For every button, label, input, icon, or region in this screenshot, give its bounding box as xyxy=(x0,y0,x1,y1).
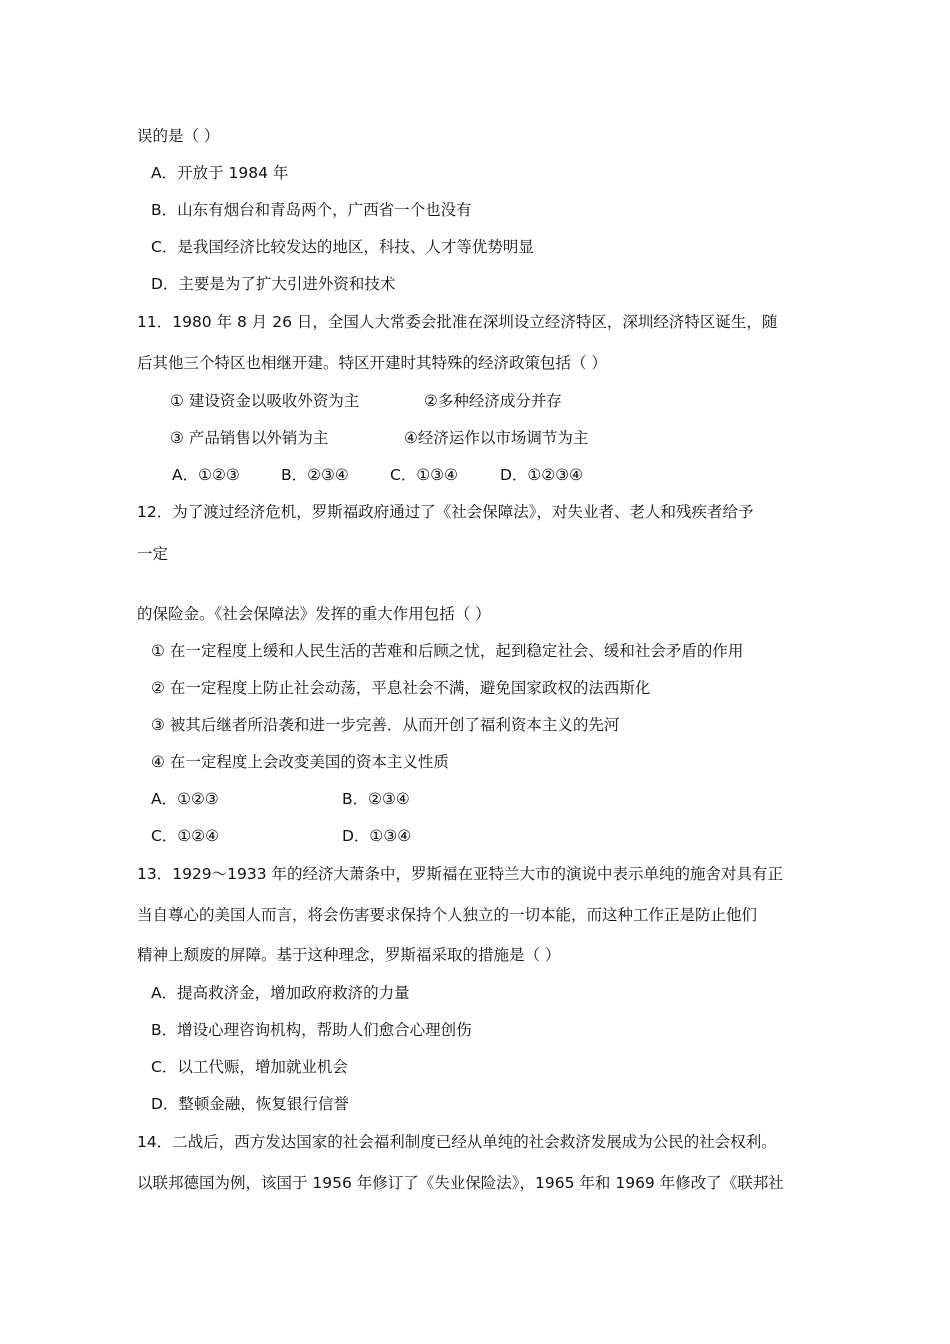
q12-item-4: ④ 在一定程度上会改变美国的资本主义性质 xyxy=(151,753,449,771)
q13-option-d: D．整顿金融，恢复银行信誉 xyxy=(151,1095,349,1113)
q14-stem-line2: 以联邦德国为例，该国于 1956 年修订了《失业保险法》，1965 年和 1969 年修改了《联邦社 xyxy=(137,1174,784,1192)
q11-option-d: D．①②③④ xyxy=(500,466,584,484)
q13-option-b: B．增设心理咨询机构，帮助人们愈合心理创伤 xyxy=(151,1021,472,1039)
q13-option-c: C．以工代赈，增加就业机会 xyxy=(151,1058,348,1076)
q11-option-a: A．①②③ xyxy=(172,466,240,484)
q11-stem-line2: 后其他三个特区也相继开建。特区开建时其特殊的经济政策包括（ ） xyxy=(137,354,607,372)
q12-option-d: D．①③④ xyxy=(342,827,412,845)
q11-item-1: ① 建设资金以吸收外资为主 xyxy=(170,392,360,410)
q10-option-d: D．主要是为了扩大引进外资和技术 xyxy=(151,275,396,293)
q12-option-b: B．②③④ xyxy=(342,790,410,808)
q12-stem-line1: 12．为了渡过经济危机，罗斯福政府通过了《社会保障法》，对失业者、老人和残疾者给予 xyxy=(137,503,754,521)
q10-option-a: A．开放于 1984 年 xyxy=(151,164,289,182)
q11-stem-line1: 11．1980 年 8 月 26 日，全国人大常委会批准在深圳设立经济特区，深圳经济特区诞生，随 xyxy=(137,313,778,331)
q11-item-3: ③ 产品销售以外销为主 xyxy=(170,429,329,447)
q11-option-b: B．②③④ xyxy=(281,466,349,484)
q10-option-b: B．山东有烟台和青岛两个，广西省一个也没有 xyxy=(151,201,472,219)
q12-item-3: ③ 被其后继者所沿袭和进一步完善．从而开创了福利资本主义的先河 xyxy=(151,716,620,734)
q12-stem-line3: 的保险金。《社会保障法》发挥的重大作用包括（ ） xyxy=(137,605,491,623)
q10-option-c: C．是我国经济比较发达的地区，科技、人才等优势明显 xyxy=(151,238,534,256)
q13-stem-line3: 精神上颓废的屏障。基于这种理念，罗斯福采取的措施是（ ） xyxy=(137,946,561,964)
q11-option-c: C．①③④ xyxy=(390,466,459,484)
q12-item-2: ② 在一定程度上防止社会动荡，平息社会不满，避免国家政权的法西斯化 xyxy=(151,679,651,697)
q12-stem-line2: 一定 xyxy=(137,545,169,563)
q10-stem-tail: 误的是（ ） xyxy=(137,127,220,145)
q14-stem-line1: 14．二战后，西方发达国家的社会福利制度已经从单纯的社会救济发展成为公民的社会权利。 xyxy=(137,1133,777,1151)
q12-item-1: ① 在一定程度上缓和人民生活的苦难和后顾之忧，起到稳定社会、缓和社会矛盾的作用 xyxy=(151,642,744,660)
q13-stem-line2: 当自尊心的美国人而言，将会伤害要求保持个人独立的一切本能，而这种工作正是防止他们 xyxy=(137,906,758,924)
q12-option-a: A．①②③ xyxy=(151,790,219,808)
q12-option-c: C．①②④ xyxy=(151,827,220,845)
q13-option-a: A．提高救济金，增加政府救济的力量 xyxy=(151,984,410,1002)
q11-item-4: ④经济运作以市场调节为主 xyxy=(404,429,589,447)
q11-item-2: ②多种经济成分并存 xyxy=(424,392,562,410)
q13-stem-line1: 13．1929～1933 年的经济大萧条中，罗斯福在亚特兰大市的演说中表示单纯的施舍对具有正 xyxy=(137,865,784,883)
